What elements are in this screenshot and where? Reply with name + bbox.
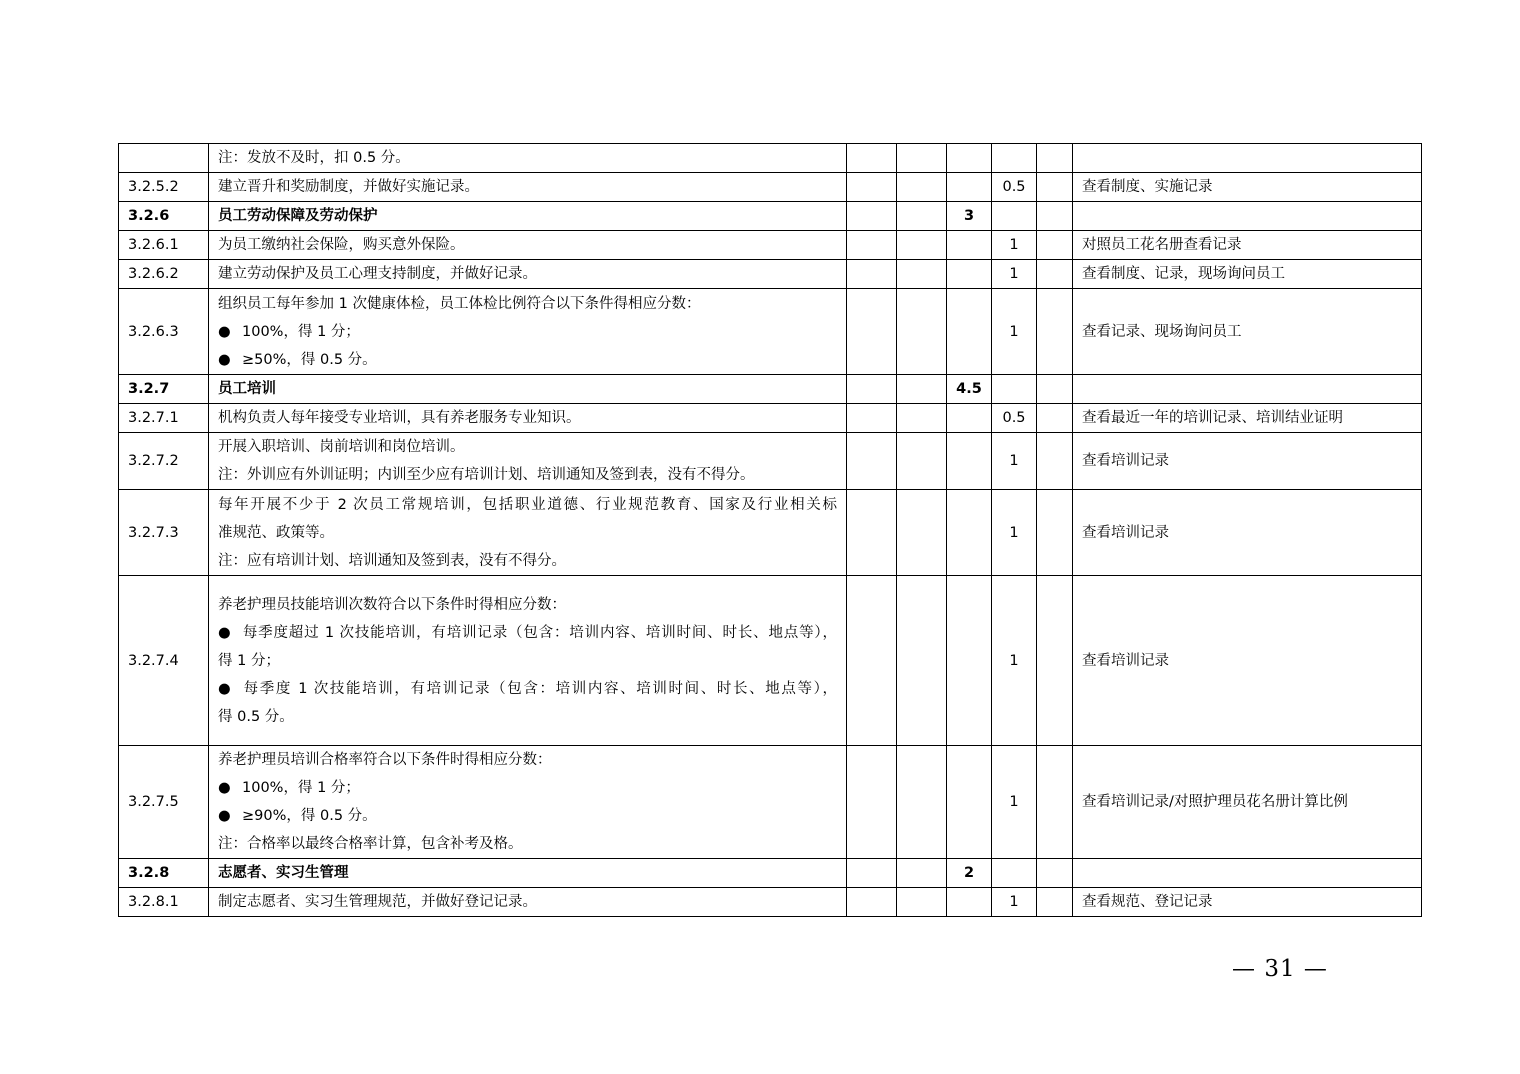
item-score: 1: [992, 433, 1037, 490]
section-score: 3: [947, 202, 992, 231]
item-score: 1: [992, 576, 1037, 746]
scoring-table: [118, 143, 1422, 917]
item-description: 养老护理员技能培训次数符合以下条件时得相应分数： ● 每季度超过 1 次技能培训，有培训记录（包含：培训内容、培训时间、时长、地点等）， 得 1 分； ● 每季度 1 次技能培训，有培训记录（包含：培训内容、培训时间、时长、地点等）， 得 0.5 分。: [209, 576, 847, 746]
check-method: 对照员工花名册查看记录: [1073, 231, 1422, 260]
item-score: 0.5: [992, 173, 1037, 202]
section-score: [947, 260, 992, 289]
section-score: [947, 888, 992, 917]
section-row: [119, 859, 1422, 888]
section-score: [947, 173, 992, 202]
table-row: [119, 144, 1422, 173]
check-method: 查看最近一年的培训记录、培训结业证明: [1073, 404, 1422, 433]
table-row: [119, 260, 1422, 289]
check-method: 查看培训记录: [1073, 433, 1422, 490]
check-method: 查看制度、记录，现场询问员工: [1073, 260, 1422, 289]
section-code: 3.2.6: [119, 202, 209, 231]
check-method: [1073, 144, 1422, 173]
item-score: 1: [992, 888, 1037, 917]
item-description: 建立晋升和奖励制度，并做好实施记录。: [209, 173, 847, 202]
item-score: 1: [992, 231, 1037, 260]
item-code: 3.2.7.4: [119, 576, 209, 746]
table-row: [119, 173, 1422, 202]
item-code: 3.2.7.2: [119, 433, 209, 490]
check-method: 查看培训记录: [1073, 576, 1422, 746]
section-score: 4.5: [947, 375, 992, 404]
table-row: [119, 231, 1422, 260]
item-code: [119, 144, 209, 173]
section-score: [947, 289, 992, 375]
item-score: 0.5: [992, 404, 1037, 433]
item-code: 3.2.6.1: [119, 231, 209, 260]
section-row: [119, 202, 1422, 231]
section-score: [947, 404, 992, 433]
item-code: 3.2.5.2: [119, 173, 209, 202]
item-code: 3.2.6.3: [119, 289, 209, 375]
section-code: 3.2.8: [119, 859, 209, 888]
section-title: 员工劳动保障及劳动保护: [209, 202, 847, 231]
item-description: 注：发放不及时，扣 0.5 分。: [209, 144, 847, 173]
section-code: 3.2.7: [119, 375, 209, 404]
check-method: 查看规范、登记记录: [1073, 888, 1422, 917]
section-score: [947, 490, 992, 576]
table-row: [119, 888, 1422, 917]
item-score: 1: [992, 490, 1037, 576]
item-score: [992, 144, 1037, 173]
bullet-icon: ●: [218, 351, 231, 368]
item-description: 每年开展不少于 2 次员工常规培训，包括职业道德、行业规范教育、国家及行业相关标 准规范、政策等。 注：应有培训计划、培训通知及签到表，没有不得分。: [209, 490, 847, 576]
check-method: 查看培训记录: [1073, 490, 1422, 576]
section-row: [119, 375, 1422, 404]
section-score: [947, 433, 992, 490]
check-method: 查看制度、实施记录: [1073, 173, 1422, 202]
bullet-icon: ●: [218, 780, 231, 796]
item-code: 3.2.7.3: [119, 490, 209, 576]
table-row: [119, 404, 1422, 433]
bullet-icon: ●: [218, 808, 231, 824]
section-score: [947, 231, 992, 260]
table-row: [119, 490, 1422, 576]
item-description: 养老护理员培训合格率符合以下条件时得相应分数： ● 100%，得 1 分； ● ≥90%，得 0.5 分。 注：合格率以最终合格率计算，包含补考及格。: [209, 746, 847, 859]
section-title: 志愿者、实习生管理: [209, 859, 847, 888]
item-description: 组织员工每年参加 1 次健康体检，员工体检比例符合以下条件得相应分数： ● 100%，得 1 分； ● ≥50%，得 0.5 分。: [209, 289, 847, 375]
item-score: 1: [992, 746, 1037, 859]
page-number: — 31 —: [1232, 956, 1328, 982]
section-score: [947, 576, 992, 746]
item-score: 1: [992, 260, 1037, 289]
item-code: 3.2.7.5: [119, 746, 209, 859]
item-description: 为员工缴纳社会保险，购买意外保险。: [209, 231, 847, 260]
bullet-icon: ●: [218, 680, 231, 697]
item-description: 制定志愿者、实习生管理规范，并做好登记记录。: [209, 888, 847, 917]
item-code: 3.2.7.1: [119, 404, 209, 433]
item-code: 3.2.8.1: [119, 888, 209, 917]
bullet-icon: ●: [218, 624, 231, 641]
table-row: [119, 746, 1422, 859]
bullet-icon: ●: [218, 323, 231, 340]
section-score: [947, 144, 992, 173]
section-score: 2: [947, 859, 992, 888]
check-method: 查看记录、现场询问员工: [1073, 289, 1422, 375]
table-row: [119, 289, 1422, 375]
table-row: [119, 576, 1422, 746]
item-description: 机构负责人每年接受专业培训，具有养老服务专业知识。: [209, 404, 847, 433]
section-title: 员工培训: [209, 375, 847, 404]
table-row: [119, 433, 1422, 490]
section-score: [947, 746, 992, 859]
check-method: 查看培训记录/对照护理员花名册计算比例: [1073, 746, 1422, 859]
item-description: 开展入职培训、岗前培训和岗位培训。 注：外训应有外训证明；内训至少应有培训计划、培训通知及签到表，没有不得分。: [209, 433, 847, 490]
item-description: 建立劳动保护及员工心理支持制度，并做好记录。: [209, 260, 847, 289]
item-score: 1: [992, 289, 1037, 375]
item-code: 3.2.6.2: [119, 260, 209, 289]
